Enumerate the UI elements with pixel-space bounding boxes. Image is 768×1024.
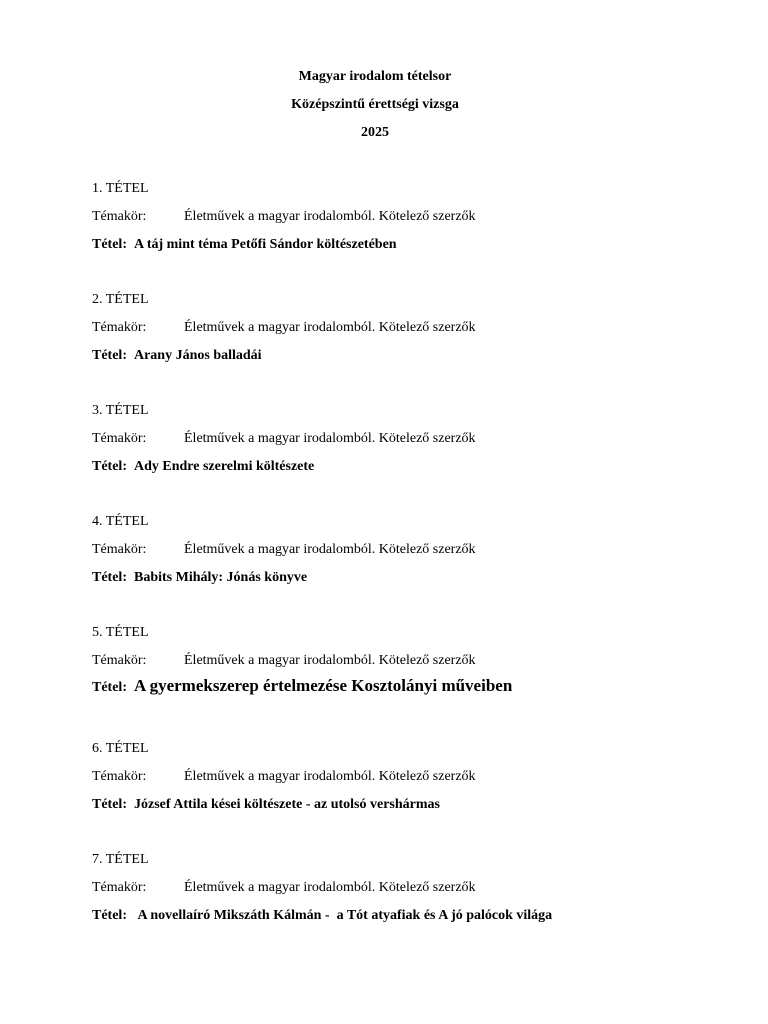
- item-number: 2. TÉTEL: [92, 292, 149, 307]
- title-label: Tétel:: [92, 348, 127, 363]
- item-number: 4. TÉTEL: [92, 514, 149, 529]
- title-text: Babits Mihály: Jónás könyve: [133, 570, 308, 585]
- title-label: Tétel:: [92, 908, 127, 923]
- item-number: 7. TÉTEL: [92, 852, 149, 867]
- title-label: Tétel:: [92, 570, 127, 585]
- title-text: Ady Endre szerelmi költészete: [133, 459, 315, 474]
- title-text: Arany János balladái: [133, 348, 262, 363]
- topic-label: Témakör:: [92, 431, 147, 446]
- title-label: Tétel:: [92, 680, 127, 695]
- item-number: 3. TÉTEL: [92, 403, 149, 418]
- topic-text: Életművek a magyar irodalomból. Kötelező szerzők: [184, 880, 476, 895]
- title-text: A gyermekszerep értelmezése Kosztolányi műveiben: [133, 676, 513, 695]
- title-label: Tétel:: [92, 459, 127, 474]
- topic-label: Témakör:: [92, 880, 147, 895]
- topic-label: Témakör:: [92, 653, 147, 668]
- title-text: A novellaíró Mikszáth Kálmán - a Tót atyafiak és A jó palócok világa: [137, 908, 553, 923]
- item-topic-row: [92, 208, 476, 226]
- item-title-row: [92, 347, 262, 365]
- item-title-row: [92, 569, 307, 587]
- topic-label: Témakör:: [92, 769, 147, 784]
- item-topic-row: [92, 768, 476, 786]
- item-topic-row: [92, 879, 476, 897]
- topic-label: Témakör:: [92, 209, 147, 224]
- item-number: 6. TÉTEL: [92, 741, 149, 756]
- topic-text: Életművek a magyar irodalomból. Kötelező szerzők: [184, 653, 476, 668]
- item-topic-row: [92, 319, 476, 337]
- topic-text: Életművek a magyar irodalomból. Kötelező szerzők: [184, 431, 476, 446]
- item-number: 5. TÉTEL: [92, 625, 149, 640]
- document-subtitle: Középszintű érettségi vizsga: [291, 97, 459, 112]
- item-topic-row: [92, 652, 476, 670]
- topic-text: Életművek a magyar irodalomból. Kötelező szerzők: [184, 209, 476, 224]
- item-title-row: [92, 458, 314, 476]
- title-label: Tétel:: [92, 797, 127, 812]
- item-topic-row: [92, 430, 476, 448]
- document-year: 2025: [361, 125, 389, 140]
- item-title-row: [92, 907, 552, 925]
- topic-text: Életművek a magyar irodalomból. Kötelező szerzők: [184, 542, 476, 557]
- topic-label: Témakör:: [92, 542, 147, 557]
- title-label: Tétel:: [92, 237, 127, 252]
- document-title: Magyar irodalom tételsor: [298, 69, 452, 84]
- title-text: A táj mint téma Petőfi Sándor költészetében: [133, 237, 397, 252]
- item-title-row: [92, 796, 440, 814]
- item-title-row: [92, 236, 397, 254]
- topic-label: Témakör:: [92, 320, 147, 335]
- item-title-row: [92, 677, 512, 697]
- topic-text: Életművek a magyar irodalomból. Kötelező szerzők: [184, 320, 476, 335]
- title-text: József Attila kései költészete - az utolsó vershármas: [133, 797, 440, 812]
- item-number: 1. TÉTEL: [92, 181, 149, 196]
- topic-text: Életművek a magyar irodalomból. Kötelező szerzők: [184, 769, 476, 784]
- item-topic-row: [92, 541, 476, 559]
